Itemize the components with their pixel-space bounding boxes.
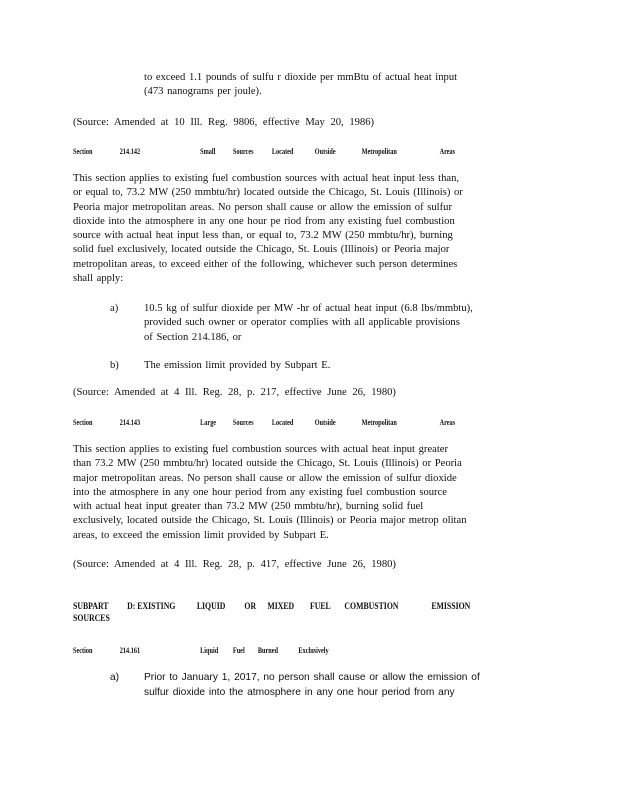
subpart-word: FUEL — [309, 602, 331, 612]
subpart-word: COMBUSTION — [344, 602, 399, 612]
heading-word: Located — [271, 418, 294, 427]
heading-word: Sources — [232, 418, 254, 427]
continuation-paragraph: to exceed 1.1 pounds of sulfu r dioxide per mmBtu of actual heat input (473 nanograms per joule). — [144, 72, 458, 98]
subpart-heading — [73, 601, 470, 625]
source-note: (Source: Amended at 10 Ill. Reg. 9806, effective May 20, 1986) — [73, 117, 375, 128]
source-note: (Source: Amended at 4 Ill. Reg. 28, p. 217, effective June 26, 1980) — [73, 387, 396, 398]
section-heading-214-142 — [73, 147, 455, 156]
subpart-word: EMISSION — [431, 602, 471, 612]
heading-word: Exclusively — [298, 646, 329, 655]
heading-word: Burned — [257, 646, 278, 655]
heading-word: Metropolitan — [361, 418, 397, 427]
heading-word: Outside — [314, 418, 336, 427]
list-item-text: Prior to January 1, 2017, no person shall cause or allow the emission of sulfur dioxide into the atmosphere in any one hour period from any — [144, 672, 480, 698]
heading-word: Areas — [439, 147, 456, 156]
heading-word: Metropolitan — [361, 147, 397, 156]
subpart-word: LIQUID — [196, 602, 226, 612]
section-label: Section — [73, 418, 93, 427]
section-body-paragraph: This section applies to existing fuel combustion sources with actual heat input less than, or equal to, 73.2 MW (250 mmbtu/hr) located outside the Chicago, St. Louis (Illinois) or Peoria major metropolitan areas. No person shall cause or allow the emission of sulfur dioxide into the atmosphere in any one hour pe riod from any existing fuel combustion source with actual heat input less than, or equal to, 73.2 MW (250 mmbtu/hr), burning solid fuel exclusively, located outside the Chicago, St. Louis (Illinois) or Peoria major metropolitan areas, to exceed either of the following, whichever such person determines shall apply: — [73, 173, 463, 285]
heading-word: Liquid — [200, 646, 219, 655]
list-marker: b) — [110, 360, 119, 371]
section-label: Section — [73, 147, 93, 156]
heading-word: Sources — [232, 147, 254, 156]
heading-word: Areas — [439, 418, 456, 427]
section-heading-214-143 — [73, 418, 455, 427]
heading-word: Located — [271, 147, 294, 156]
section-label: Section — [73, 646, 93, 655]
list-marker: a) — [110, 303, 119, 314]
subpart-word: OR — [244, 602, 257, 612]
heading-word: Outside — [314, 147, 336, 156]
subpart-word: SOURCES — [73, 614, 110, 624]
subpart-word: SUBPART — [73, 602, 109, 612]
subpart-word: D: EXISTING — [127, 602, 176, 612]
list-item-text: The emission limit provided by Subpart E. — [144, 360, 331, 371]
list-marker: a) — [110, 672, 120, 683]
section-number: 214.142 — [119, 147, 141, 156]
section-number: 214.143 — [119, 418, 141, 427]
heading-word: Large — [200, 418, 217, 427]
section-heading-214-161 — [73, 646, 329, 655]
source-note: (Source: Amended at 4 Ill. Reg. 28, p. 417, effective June 26, 1980) — [73, 559, 396, 570]
heading-word: Fuel — [232, 646, 245, 655]
subpart-word: MIXED — [267, 602, 295, 612]
section-number: 214.161 — [119, 646, 141, 655]
list-item-text: 10.5 kg of sulfur dioxide per MW -hr of actual heat input (6.8 lbs/mmbtu), provided such owner or operator complies with all applicable provisions of Section 214.186, or — [144, 303, 473, 343]
section-body-paragraph: This section applies to existing fuel combustion sources with actual heat input greater than 73.2 MW (250 mmbtu/hr) located outside the Chicago, St. Louis (Illinois) or Peoria major metropolitan areas. No person shall cause or allow the emission of sulfur dioxide into the atmosphere in any one hour period from any existing fuel combustion source with actual heat input greater than 73.2 MW (250 mmbtu/hr), burning solid fuel exclusively, located outside the Chicago, St. Louis (Illinois) or Peoria major metrop olitan areas, to exceed the emission limit provided by Subpart E. — [73, 444, 467, 541]
heading-word: Small — [200, 147, 216, 156]
